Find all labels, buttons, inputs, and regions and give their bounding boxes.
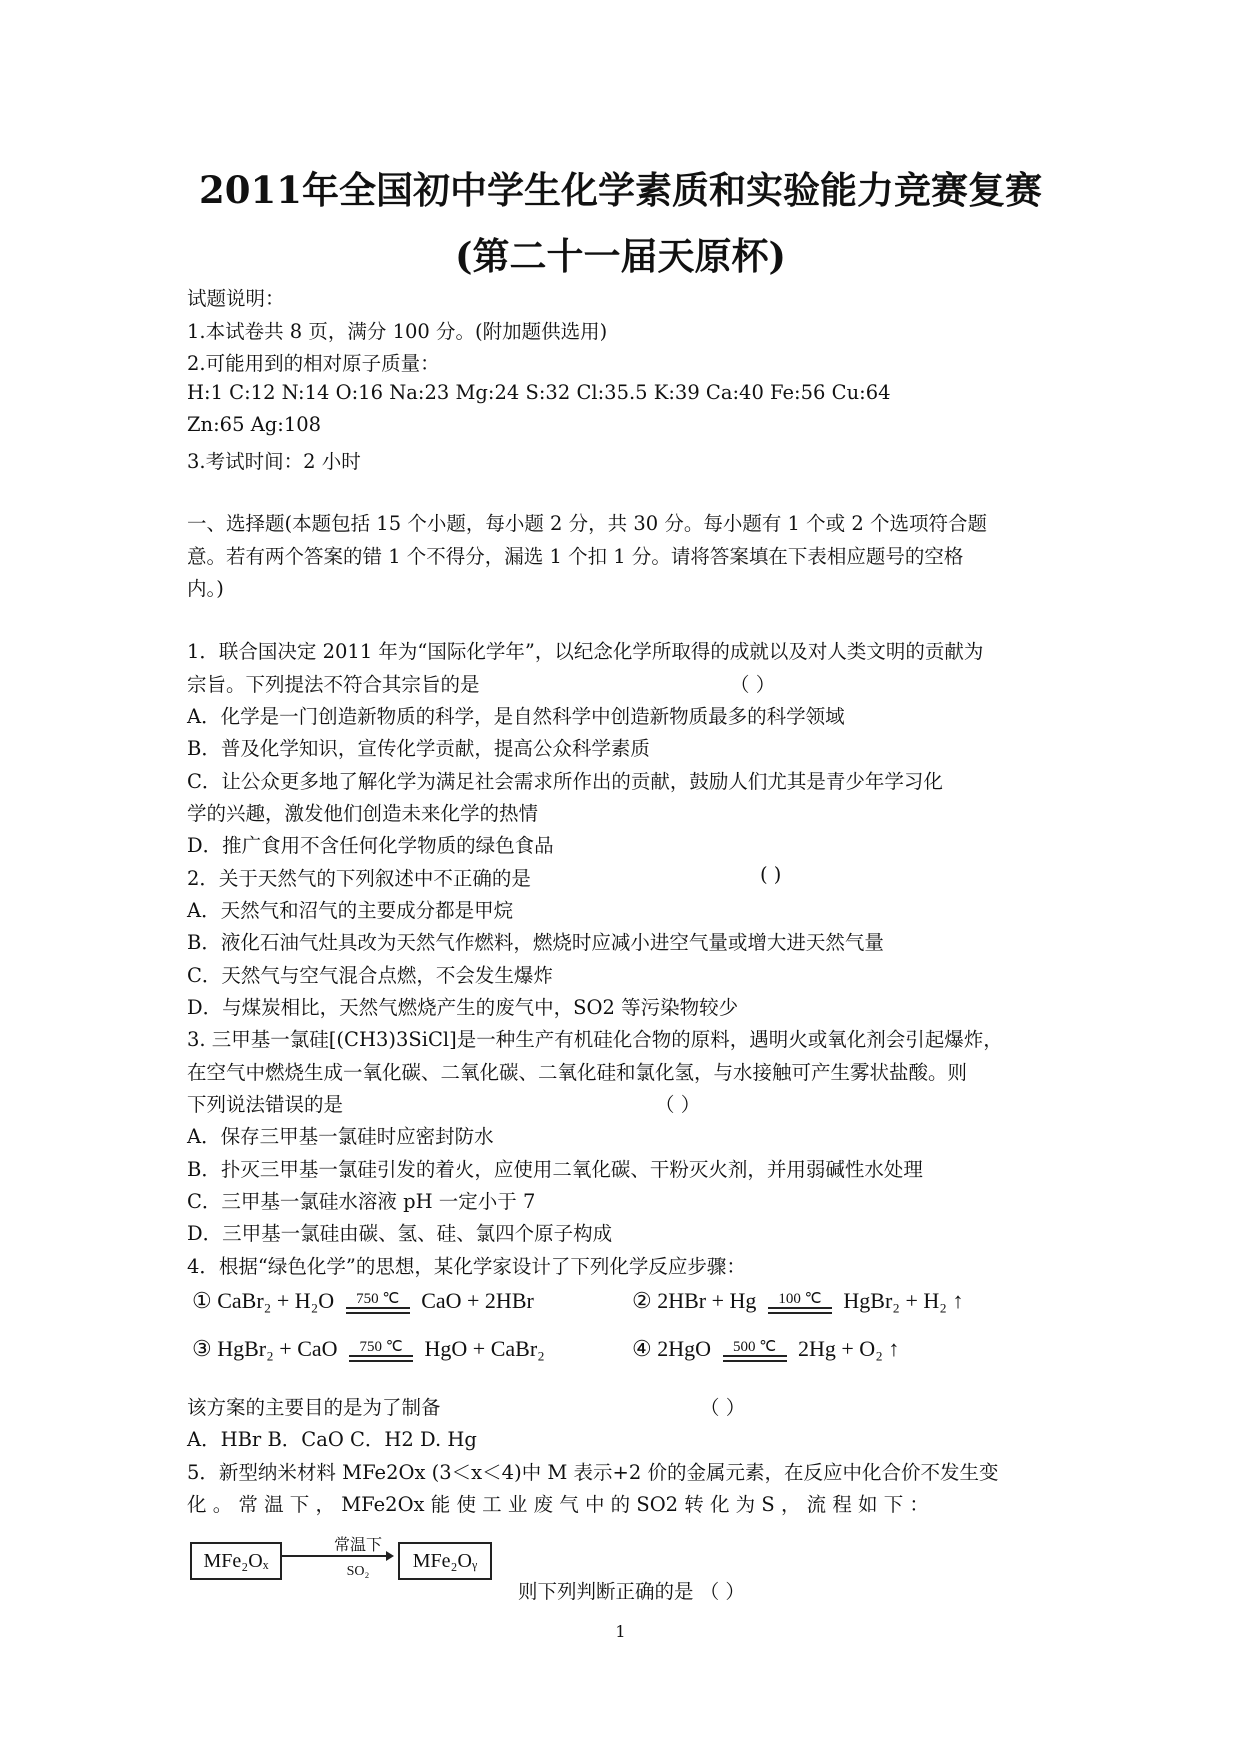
q4-stem: 4．根据“绿色化学”的思想，某化学家设计了下列化学反应步骤： (187, 1255, 746, 1278)
reaction-4 (632, 1336, 899, 1362)
q1-answer-blank: （ ） (730, 673, 776, 696)
q3-option-a: A．保存三甲基一氯硅时应密封防水 (187, 1125, 494, 1148)
q2-stem: 2．关于天然气的下列叙述中不正确的是 (187, 867, 531, 890)
reaction-2-temperature: 100 ℃ (778, 1291, 822, 1307)
equals-sign-icon (349, 1355, 413, 1362)
q3-option-d: D．三甲基一氯硅由碳、氢、硅、氯四个原子构成 (187, 1222, 613, 1245)
q1-option-c-line1: C．让公众更多地了解化学为满足社会需求所作出的贡献，鼓励人们尤其是青少年学习化 (187, 770, 943, 793)
q2-option-a: A．天然气和沼气的主要成分都是甲烷 (187, 899, 514, 922)
reaction-1 (192, 1288, 534, 1314)
reaction-1-number: ① (192, 1288, 212, 1313)
page-title-line2: (第二十一届天原杯) (454, 234, 786, 278)
reaction-3-temperature: 750 ℃ (359, 1339, 403, 1355)
reaction-3 (192, 1336, 545, 1362)
flow-condition-top: 常温下 (333, 1535, 382, 1554)
reaction-1-temperature: 750 ℃ (356, 1291, 400, 1307)
q4-answer-blank: （ ） (700, 1396, 746, 1419)
reaction-3-reactants: HgBr₂ + CaO (217, 1336, 338, 1361)
q3-stem-line1: 3. 三甲基一氯硅[(CH3)3SiCl]是一种生产有机硅化合物的原料，遇明火或氧化剂会引起爆炸， (187, 1028, 1003, 1051)
equals-sign-icon (768, 1307, 832, 1314)
instructions-item2: 2.可能用到的相对原子质量： (187, 352, 440, 375)
q3-stem-line2: 在空气中燃烧生成一氧化碳、二氧化碳、二氧化硅和氯化氢，与水接触可产生雾状盐酸。则 (187, 1061, 968, 1084)
reaction-3-condition (349, 1339, 413, 1362)
q4-options: A．HBr B．CaO C．H2 D. Hg (187, 1428, 477, 1451)
reaction-4-number: ④ (632, 1336, 652, 1361)
flow-box-reactant: MFe₂Oₓ (190, 1542, 282, 1580)
q5-question: 则下列判断正确的是 （ ） (518, 1580, 745, 1603)
reaction-1-reactants: CaBr₂ + H₂O (217, 1288, 335, 1313)
q3-option-c: C．三甲基一氯硅水溶液 pH 一定小于 7 (187, 1190, 536, 1213)
reaction-2-reactants: 2HBr + Hg (657, 1288, 757, 1313)
reaction-3-number: ③ (192, 1336, 212, 1361)
reaction-2-number: ② (632, 1288, 652, 1313)
reaction-3-products: HgO + CaBr₂ (424, 1336, 545, 1361)
q1-option-c-line2: 学的兴趣，激发他们创造未来化学的热情 (187, 802, 539, 825)
q2-option-b: B．液化石油气灶具改为天然气作燃料，燃烧时应减小进空气量或增大进天然气量 (187, 931, 884, 954)
section1-line1: 一、选择题(本题包括 15 个小题，每小题 2 分，共 30 分。每小题有 1 个或 2 个选项符合题 (187, 512, 987, 535)
section1-line2: 意。若有两个答案的错 1 个不得分，漏选 1 个扣 1 分。请将答案填在下表相应题号的空格 (187, 545, 964, 568)
q2-option-c: C．天然气与空气混合点燃，不会发生爆炸 (187, 964, 553, 987)
reaction-1-products: CaO + 2HBr (421, 1288, 534, 1313)
section1-line3: 内。) (187, 577, 224, 600)
q1-stem-line1: 1．联合国决定 2011 年为“国际化学年”，以纪念化学所取得的成就以及对人类文明的贡献为 (187, 640, 984, 663)
instructions-item3: 3.考试时间：2 小时 (187, 450, 361, 473)
atomic-masses-line1: H:1 C:12 N:14 O:16 Na:23 Mg:24 S:32 Cl:35.5 K:39 Ca:40 Fe:56 Cu:64 (187, 381, 891, 404)
q1-option-d: D．推广食用不含任何化学物质的绿色食品 (187, 834, 554, 857)
equals-sign-icon (723, 1355, 787, 1362)
reaction-1-condition (346, 1291, 410, 1314)
q1-option-a: A．化学是一门创造新物质的科学，是自然科学中创造新物质最多的科学领域 (187, 705, 845, 728)
q1-stem-line2: 宗旨。下列提法不符合其宗旨的是 (187, 673, 480, 696)
reaction-4-reactants: 2HgO (657, 1336, 712, 1361)
instructions-item1: 1.本试卷共 8 页，满分 100 分。(附加题供选用) (187, 320, 608, 343)
flow-arrow-icon (282, 1549, 394, 1563)
q4-question: 该方案的主要目的是为了制备 (187, 1396, 441, 1419)
reaction-4-temperature: 500 ℃ (732, 1339, 777, 1355)
reaction-2-products: HgBr₂ + H₂ ↑ (843, 1288, 964, 1313)
q2-answer-blank: ( ) (760, 863, 782, 886)
q2-option-d: D．与煤炭相比，天然气燃烧产生的废气中，SO2 等污染物较少 (187, 996, 739, 1019)
reaction-2-condition (768, 1291, 832, 1314)
equals-sign-icon (346, 1307, 410, 1314)
reaction-2 (632, 1288, 963, 1314)
q5-flow-diagram (190, 1534, 500, 1584)
reaction-4-condition (723, 1339, 787, 1362)
q5-stem-line2: 化 。 常 温 下 ， MFe2Ox 能 使 工 业 废 气 中 的 SO2 转 化 为 S ， 流 程 如 下 ： (187, 1493, 929, 1516)
atomic-masses-line2: Zn:65 Ag:108 (187, 413, 322, 436)
flow-box-product: MFe₂Oᵧ (398, 1542, 492, 1580)
reaction-4-products: 2Hg + O₂ ↑ (798, 1336, 900, 1361)
q3-option-b: B．扑灭三甲基一氯硅引发的着火，应使用二氧化碳、干粉灭火剂，并用弱碱性水处理 (187, 1158, 923, 1181)
q1-option-b: B．普及化学知识，宣传化学贡献，提高公众科学素质 (187, 737, 650, 760)
page-number: 1 (615, 1622, 626, 1641)
q3-answer-blank: （ ） (655, 1093, 701, 1116)
q5-stem-line1: 5．新型纳米材料 MFe2Ox (3＜x＜4)中 M 表示+2 价的金属元素，在反应中化合价不发生变 (187, 1461, 999, 1484)
page-title-line1: 2011年全国初中学生化学素质和实验能力竞赛复赛 (199, 168, 1042, 212)
instructions-heading: 试题说明： (187, 287, 285, 310)
q3-stem-line3: 下列说法错误的是 (187, 1093, 344, 1116)
flow-condition-bottom: SO₂ (346, 1564, 370, 1579)
